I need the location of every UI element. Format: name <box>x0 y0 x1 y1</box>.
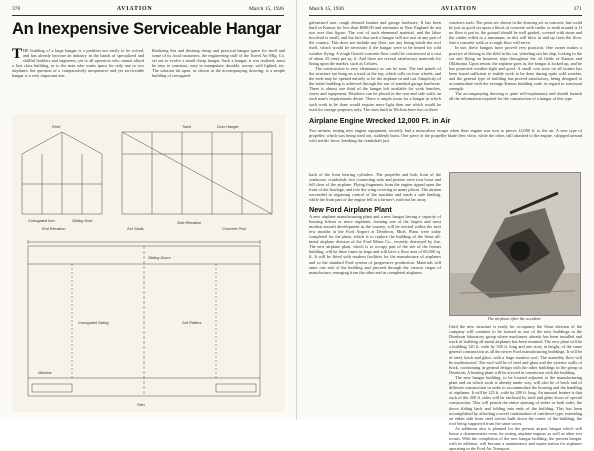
article-column-2 <box>152 48 285 108</box>
hangar-continued-col-2 <box>449 20 582 132</box>
hangar-col1-mid: The construction is very elementary as can be seen. The end panels of the structure are hung on a track at the top, which rolls on four wheels, and the ends may be opened entirely to let the airplane in and out. Simplicity of the entire building is achieved through the use of standard garage hardware. There is almost one third of the hangar left available for work benches, stores and equipment. Windows can be placed in the rear and side walls on each man's requirements desire. There is ample room for a hangar in which such work to be done would require more light than one which would be used for storage purposes only. The ones built in Wichita have two or three <box>309 65 441 112</box>
drawing-label-10: Sliding Doors <box>148 256 171 260</box>
right-running-head <box>309 4 582 14</box>
plant-text: A new airplane manufacturing plant and a new hangar having a capacity of housing fifteen or more airplanes, forming one of the largest and most modern aircraft development in the country, will be erected within the next few months at the Ford Airport at Dearborn, Mich. Plans were today completed for the plant, which is to replace the building of the Stout all-metal airplane division of the Ford Motor Co., recently destroyed by fire. The new airplane plant, which is to occupy part of the site of the former building, will be three times as large and will have a floor area of 60,000 sq. ft. It will be fitted with modern facilities for the manufacture of airplanes and so the standard Ford system of progressive production. Materials will enter one end of the building and proceed through the various stages of manufacture, emerging from the other end as completed airplanes. <box>309 213 441 275</box>
wreck-after-text: back of the front bearing cylinders. The propeller and hub, front of the crankcase, crankshaft, two connecting rods and pistons were torn loose and fell clear of the airplane. Flying fragments from the engine ripped open the front of the fuselage, and tore the wing covering in many places. The airmen succeeded in regaining control of the machine and made a safe landing, while the front part of the engine fell in a farmer's yard not far away. <box>309 172 441 203</box>
drawing-label-7: 2x4 Studs <box>127 227 144 231</box>
left-running-head <box>12 4 284 14</box>
plant-article-continued <box>449 324 582 451</box>
right-running-title: AVIATION <box>440 6 477 12</box>
drawing-label-0: Roof <box>52 125 61 129</box>
drawing-label-4: Sliding Door <box>72 219 93 223</box>
plant-text-3: The new hangar building, to be located adjacent to the manufacturing plant and on which work is already under way, will also be of brick and of different construction in order to accommodate the housing and the handling of airplanes. It will be 125 ft. wide by 200 ft. long. An unusual feature is that each of the 200 ft. sides will be enclosed by steel and glass doors of special construction. This will permit the entire opening of either or both sides, the doors sliding back and folding into ends of the building. This has been accomplished by affording a novel combination of cantilever type, extending on either side from steel towers built down the center of the building, the roof being supported from the same tower. <box>449 374 582 426</box>
drawing-label-13: Window <box>38 371 52 375</box>
hangar-col1-top: galvanized iron, rough dressed lumber and garage hardware. It has been built in Kansas for less than $600.00 and estimates in New England do not run over that figure. The cost of such elemental material, and the labor involved is small, and the fact that such a hangar will not rust in any part of the country. This does not include any floor, nor any lining inside the roof itself, which would be necessary if the hangar were to be heated for cold weather flying. A rough floored concrete floor could be constructed at a cost of about 25 cents per sq. ft. And there are several satisfactory materials for lining upon the market, such as Celotex. <box>309 20 441 66</box>
drawing-label-5: End Elevation <box>42 227 66 231</box>
article-column-1 <box>12 48 144 108</box>
drawing-label-6: Side Elevation <box>177 221 202 225</box>
right-head-rule <box>309 15 582 16</box>
drawing-label-2: Track <box>182 125 192 129</box>
right-page <box>297 0 594 451</box>
drawing-label-9: Plan <box>137 403 145 407</box>
plant-headline: New Ford Airplane Plant <box>309 204 392 214</box>
drop-cap: T <box>12 46 23 62</box>
photo-caption: The airplane after the accident <box>487 316 541 321</box>
drawing-label-1: Corrugated Iron <box>28 219 55 223</box>
plant-text-2: Until the new structure is ready for occupancy the Stout division of the company will continue to be housed in one of the new buildings in the Dearborn laboratory group where machinery already has been installed and work of building all-metal airplanes has been resumed. The new plant will be a building 120 ft. wide by 300 ft. long and one story in height, of the same general construction as all the newer Ford manufacturing buildings. It will be of steel, brick and glass, with a large monitor roof. The assembly floor will be unobstructed. The roof will be of steel and glass and the exterior walls of brick, conforming in general design with the other buildings in the group at Dearborn. A heating plant will be erected in connection with the building. <box>449 324 582 375</box>
plant-text-4: As additions also is planned for the present airport hangar which will house a dynamometer room for testing airplane engines as well as other test rooms. With the completion of the new hangar building, the present hangar, with its addition, will become a maintenance and repair station for airplanes operating in the Ford Air Transport. <box>449 425 582 451</box>
left-date: March 15, 1926 <box>249 6 284 12</box>
wreck-article-continued <box>309 172 441 410</box>
drawing-label-11: Corrugated Siding <box>78 321 109 325</box>
wrecked-airplane-photo <box>449 172 581 316</box>
article-title: An Inexpensive Serviceable Hangar <box>12 20 281 38</box>
hangar-continued-col-1 <box>309 20 441 112</box>
article-column-1-text: HE building of a large hangar is a problem not easily to be solved, and has already become an industry in the hands of specialized and skillful builders and engineers, yet to all operators who cannot afford a first class building, or to the man who wants space for only one or two airplanes, the question of a comparatively inexpensive and yet serviceable hangar is a very important one. <box>12 48 144 79</box>
drawing-label-12: 2x6 Rafters <box>182 321 202 325</box>
article-column-2-text: Realizing this and desiring cheap and practical hangar space for itself and some of its local customers, the engineering staff of the Travel Air Mfg. Co. set out to evolve a small cheap hangar. Such a hangar, it was realized, must be easy to construct, easy to manipulate, durable, roomy, well lighted, etc. The solution hit upon, as shown in the accompanying drawing, is a simple building of corrugated <box>152 48 285 79</box>
drawing-label-3: Door Hanger <box>217 125 239 129</box>
wreck-text: Two airmen, testing new engine equipment, recently had a miraculous escape when their engine was torn to pieces 12,000 ft. in the air. A new type of propeller, which was being tried out, suddenly burst. One piece of the propeller blade flew close, while the other, still attached to the engine, whipped around with terrific force, breaking the crankshaft just <box>309 128 582 144</box>
wreck-headline: Airplane Engine Wrecked 12,000 Ft. in Air <box>309 116 451 125</box>
drawing-label-8: Concrete Post <box>222 227 247 231</box>
left-head-rule <box>12 15 284 16</box>
wreck-article <box>309 128 582 170</box>
left-page-number: 370 <box>12 6 21 12</box>
right-date: March 15, 1926 <box>309 6 344 12</box>
left-running-title: AVIATION <box>116 6 153 12</box>
hangar-col2-top: windows each. The posts are shown in the drawing set in concrete, but could be just as good set upon a block of concrete with cinder or earth around it. If no floor is put in, the ground should be well graded, covered with stone and the cinder rolled to a minimum, as dirt will blow in and up from the floor. Just a concrete walk or a rough floor will serve. <box>449 20 582 46</box>
hangar-col2-bottom: The accompanying drawing is quite self-explanatory and should furnish all the information required for the construction of a hangar of this type. <box>449 91 582 102</box>
left-page <box>0 0 297 420</box>
hangar-drawing <box>12 114 285 412</box>
hangar-col2-mid: In use, these hangars have proved very practical. One owner makes a practice of driving to the field in his car, wheeling out his ship, locking in the car and flying on business trips throughout the oil fields of Kansas and Oklahoma. Upon return, the airplane goes in, the hangar is locked up, and he has protected weather-tight and good. A small cost store on all homes has been found sufficient to enable work to be done during quite cold weather, and the general type of building has proved satisfactory, being designed to accommodate with the average Kansas building code, in regard to structural strength. <box>449 45 582 92</box>
right-page-number: 371 <box>573 6 582 12</box>
